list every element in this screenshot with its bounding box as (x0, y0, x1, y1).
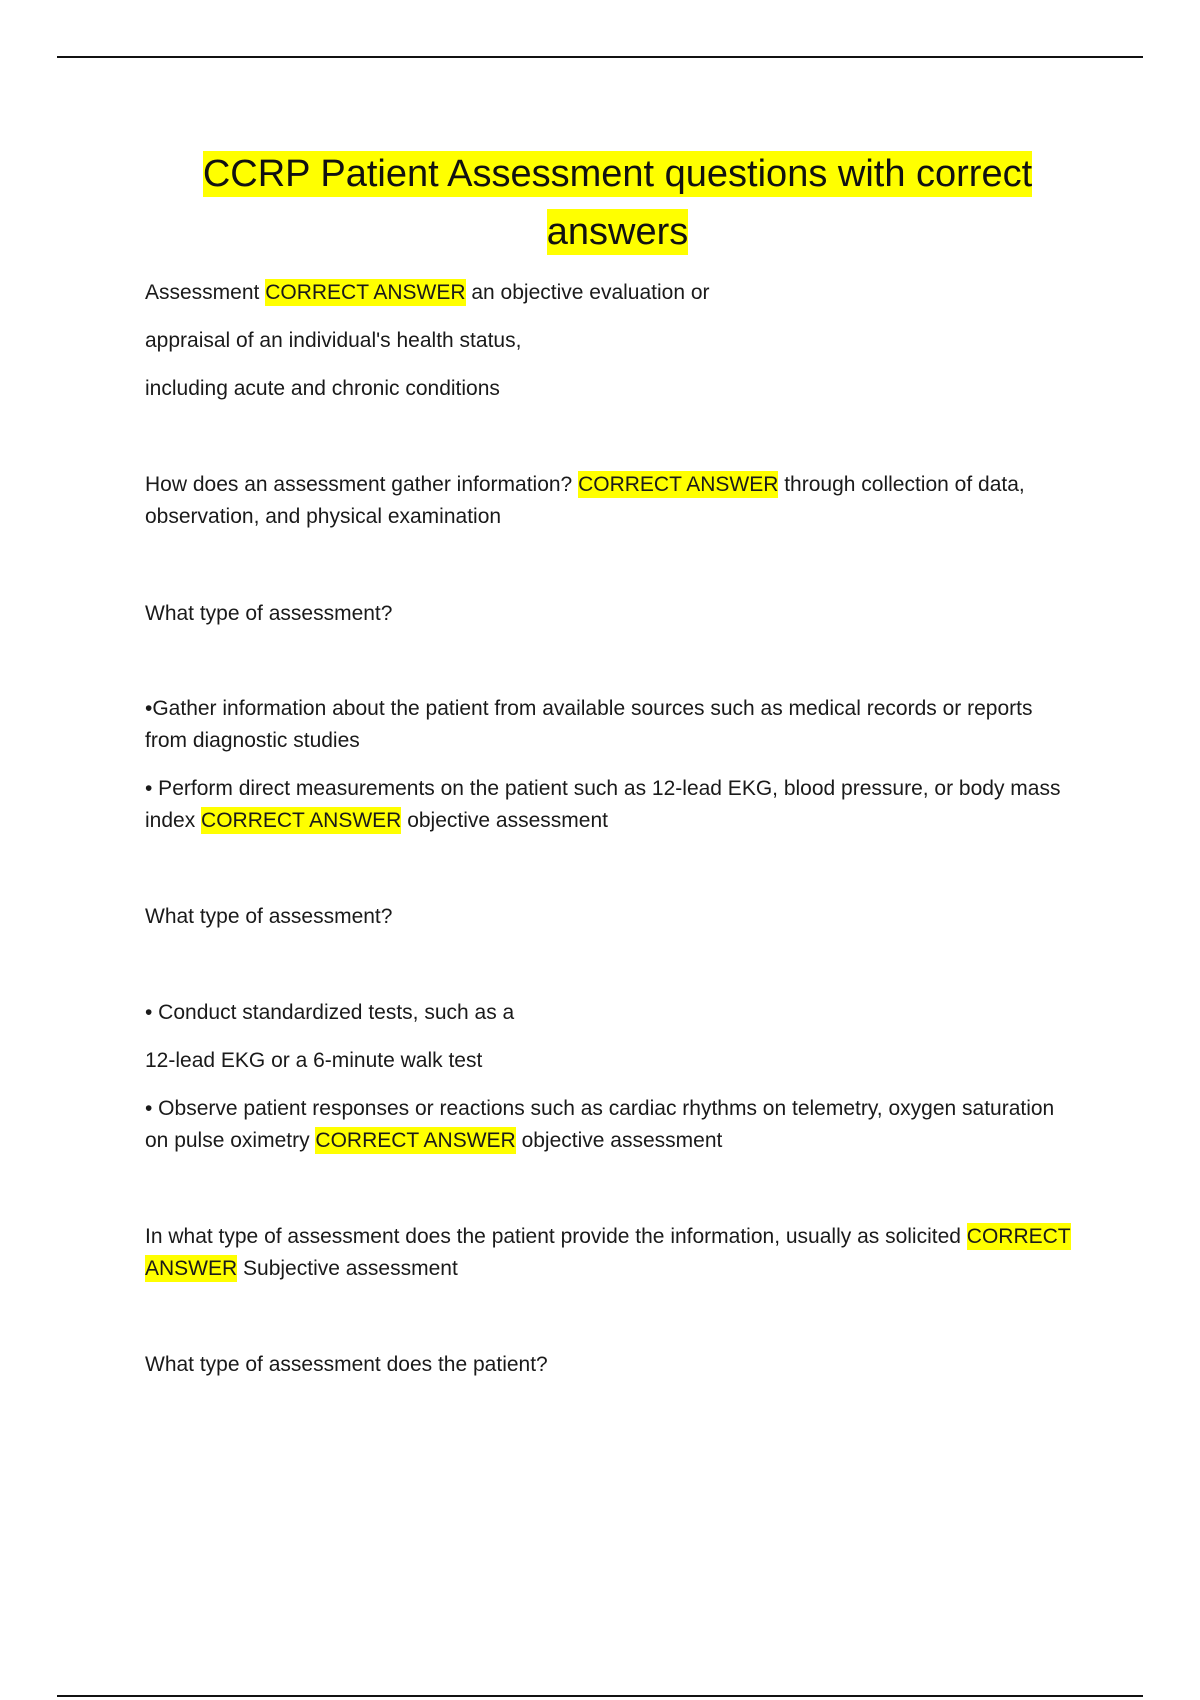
question-line: What type of assessment? (145, 905, 393, 928)
correct-answer-marker: CORRECT ANSWER (145, 1225, 1071, 1280)
paragraph-gather-information: How does an assessment gather information? CORRECT ANSWER through collection of data, observation, and physical examination (145, 473, 1025, 528)
paragraph-assessment-definition: Assessment CORRECT ANSWER an objective evaluation or (145, 281, 710, 304)
footer-rule (57, 1695, 1143, 1697)
bullet-item: • Conduct standardized tests, such as a (145, 1001, 515, 1024)
header-rule (57, 56, 1143, 58)
title-highlight: CCRP Patient Assessment questions with correct answers (202, 153, 1033, 253)
question-line: What type of assessment? (145, 602, 393, 625)
bullet-item: • Observe patient responses or reactions such as cardiac rhythms on telemetry, oxygen saturation on pulse oximetry CORRECT ANSWER objective assessment (145, 1097, 1055, 1152)
correct-answer-marker: CORRECT ANSWER (265, 281, 466, 304)
question-line: What type of assessment does the patient? (145, 1353, 548, 1376)
correct-answer-marker: CORRECT ANSWER (201, 809, 402, 832)
bullet-item: • Perform direct measurements on the patient such as 12-lead EKG, blood pressure, or body mass index CORRECT ANSWER objective assessment (145, 777, 1061, 832)
correct-answer-marker: CORRECT ANSWER (315, 1129, 516, 1152)
paragraph-line: 12-lead EKG or a 6-minute walk test (145, 1049, 483, 1072)
bullet-item: •Gather information about the patient from available sources such as medical records or reports from diagnostic studies (145, 697, 1033, 752)
document-title (145, 145, 1090, 261)
correct-answer-marker: CORRECT ANSWER (578, 473, 779, 496)
paragraph-subjective: In what type of assessment does the patient provide the information, usually as solicited CORRECT ANSWER Subjective assessment (145, 1225, 1071, 1280)
paragraph-line: appraisal of an individual's health status, (145, 329, 522, 352)
paragraph-line: including acute and chronic conditions (145, 377, 500, 400)
